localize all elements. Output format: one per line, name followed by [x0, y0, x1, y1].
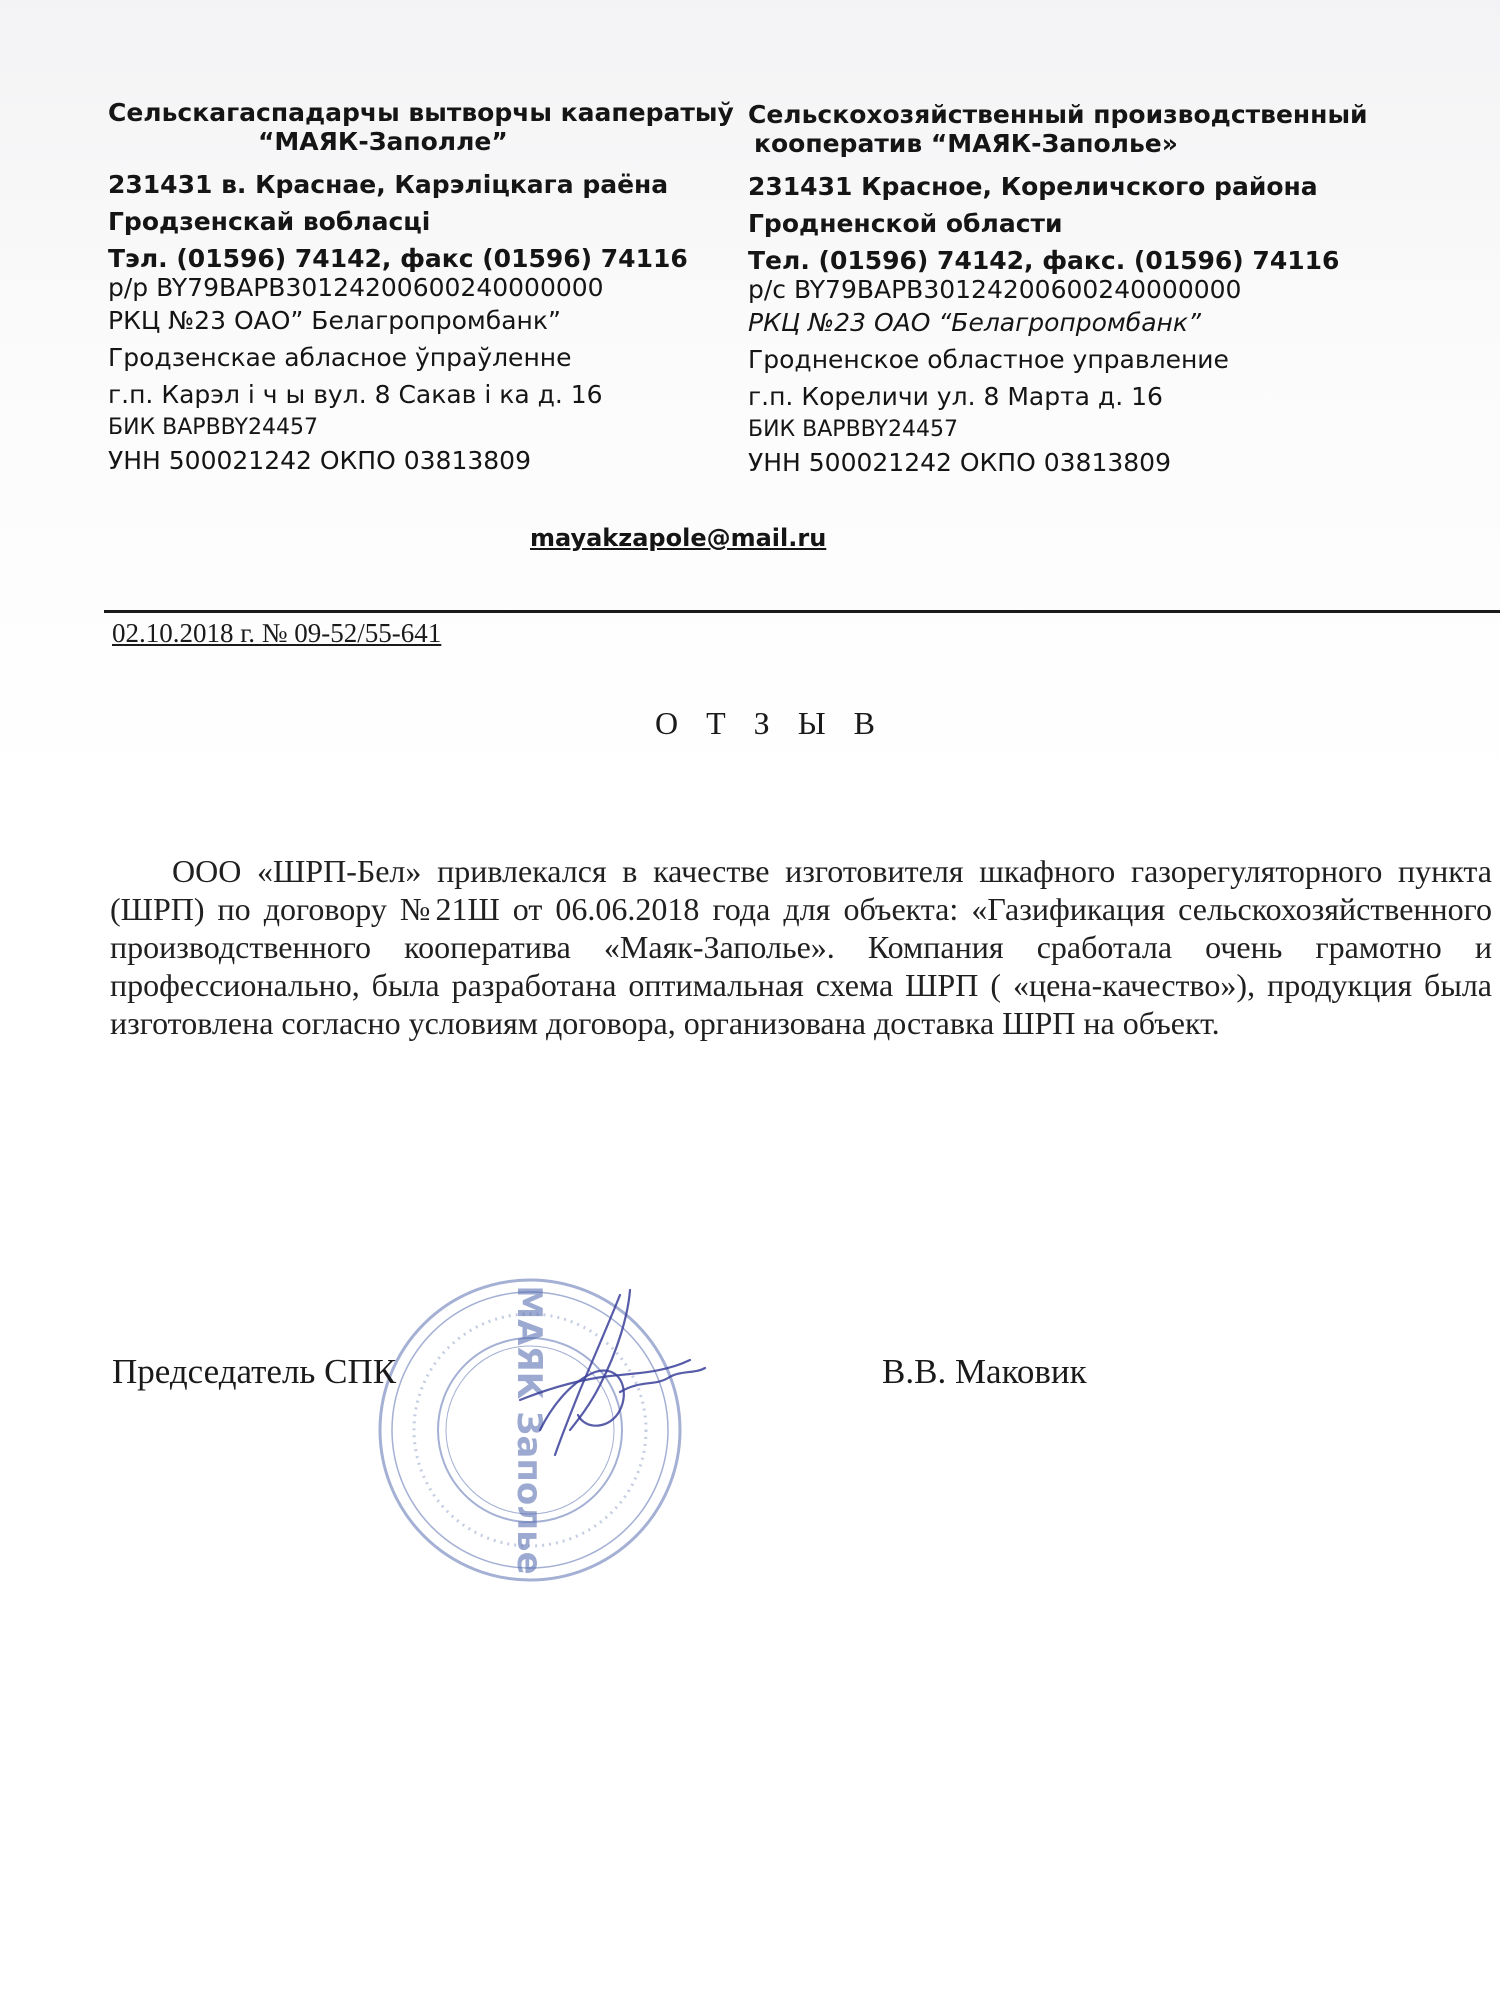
bank-name: РКЦ №23 ОАО “Белагропромбанк” — [748, 308, 1201, 337]
email-link[interactable]: mayakzapole@mail.ru — [530, 524, 827, 552]
bank-department: Гродзенскае абласное ўпраўленне — [108, 343, 572, 372]
address-line2: Гродзенскай вобласці — [108, 207, 431, 236]
org-name-line1: Сельскохозяйственный производственный — [748, 100, 1368, 129]
handwritten-signature — [500, 1280, 730, 1470]
signatory-name: В.В. Маковик — [882, 1352, 1087, 1391]
document-number: 02.10.2018 г. № 09-52/55-641 — [112, 618, 442, 648]
bik: БИК BAPBBY24457 — [108, 415, 318, 440]
unn-okpo: УНН 500021242 ОКПО 03813809 — [108, 446, 531, 475]
bank-name: РКЦ №23 ОАО” Белагропромбанк” — [108, 306, 561, 335]
bank-department: Гродненское областное управление — [748, 345, 1229, 374]
org-name-line2: кооператив “МАЯК-Заполье» — [754, 129, 1178, 158]
phone-fax: Тэл. (01596) 74142, факс (01596) 74116 — [108, 244, 688, 273]
signatory-role: Председатель СПК — [112, 1352, 397, 1391]
bank-account: р/р BY79BAPB30124200600240000000 — [108, 273, 604, 302]
phone-fax: Тел. (01596) 74142, факс. (01596) 74116 — [748, 246, 1340, 275]
unn-okpo: УНН 500021242 ОКПО 03813809 — [748, 448, 1171, 477]
stamp-center-text: МАЯК Заполье — [509, 1285, 549, 1575]
document-title: О Т З Ы В — [655, 705, 885, 741]
bik: БИК BAPBBY24457 — [748, 417, 958, 442]
letterhead-russian — [748, 100, 1468, 477]
address-line1: 231431 Красное, Кореличского района — [748, 172, 1318, 201]
org-name-line2: “МАЯК-Заполле” — [258, 127, 508, 156]
bank-address: г.п. Кореличи ул. 8 Марта д. 16 — [748, 382, 1163, 411]
address-line1: 231431 в. Краснае, Карэліцкага раёна — [108, 170, 669, 199]
address-line2: Гродненской области — [748, 209, 1063, 238]
header-divider — [104, 610, 1500, 613]
document-body: ООО «ШРП-Бел» привлекался в качестве изготовителя шкафного газорегуляторного пункта (ШРП) по договору №21Ш от 06.06.2018 года для объекта: «Газификация сельскохозяйственного производственного кооператива «Маяк-Заполье». Компания сработала очень грамотно и профессионально, была разработана оптимальная схема ШРП ( «цена-качество»), продукция была изготовлена согласно условиям договора, организована доставка ШРП на объект. — [110, 853, 1492, 1041]
bank-address: г.п. Карэл і ч ы вул. 8 Сакав і ка д. 16 — [108, 380, 603, 409]
letterhead-belarusian — [108, 98, 734, 475]
bank-account: р/с BY79BAPB30124200600240000000 — [748, 275, 1242, 304]
org-name-line1: Сельскагаспадарчы вытворчы кааператыў — [108, 98, 734, 127]
